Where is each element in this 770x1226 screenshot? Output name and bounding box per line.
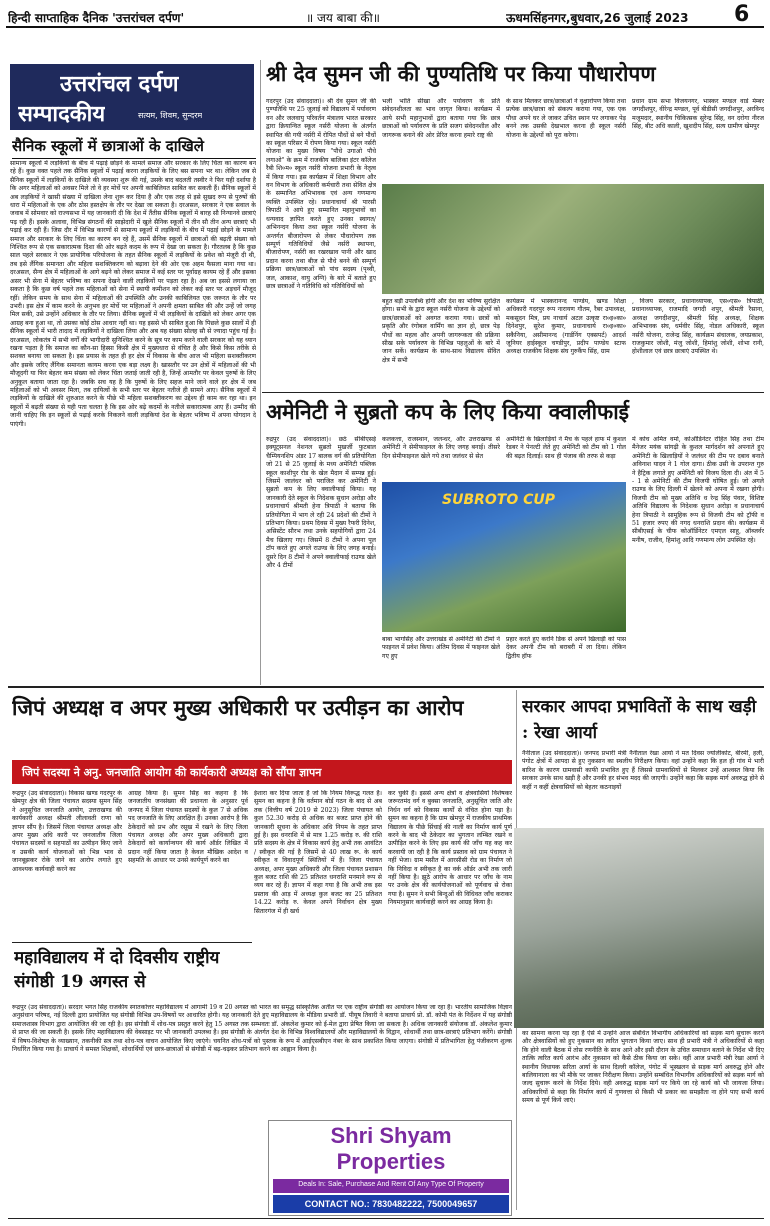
subroto-banner-text: SUBROTO CUP [442,492,556,508]
masthead-center: ॥ जय बाबा की॥ [306,11,380,25]
page-number: 6 [734,4,750,27]
story3-col3: ईशारा कर दिया जाता है जो कि नियम विरूद्ध गलत है। सुमन का कहना है कि वर्तमान बोर्ड गठन के बाद से अब तक (वित्तीय वर्ष 2019 से 2023) जिला पंचायत को कुल 52.30 करोड़ से अधिक का बजट प्राप्त होने की जानकारी सूचना के अधिकार अधि नियम के तहत प्राप्त हुई है। इस धनराशि में से मात्र 1.25 करोड़ रु. की राशि प्रति सदस्य के क्षेत्र में विकास कार्य हेतु अभी तक आवंटित / स्वीकृत की गई है जिसमें से 40 लाख रू. के कार्य स्वीकृत व विवादपूर्ण स्थितियों में हैं। जिला पंचायत अध्यक्ष, अपर मुख्य अधिकारी और जिला पंचायत प्रशासन कुल बजट राशि की 25 प्रतिशत धनराशि मनमाने रूप से व्यय कर रहे हैं। ज्ञापन में कहा गया है कि अभी तक इस प्रस्ताव की आड़ में अध्यक्ष कुल बजट का 25 प्रतिशत 14.22 करोड़ रु. केवल अपने निर्वाचन क्षेत्र मुख्य सितारगंज में ही खर्च [254,790,382,915]
story1-col1: गदरपुर (उद संवाददाता)। श्री देव सुमन जी की पुण्यतिथि पर 25 जुलाई को विद्यालय में पर्यावरण वन और जलवायु परिवर्तन मंत्रालय भारत सरकार द्वारा क्रियान्वित स्कूल नर्सरी योजना के अंतर्गत स्थापित की गयी नर्सरी में रोपित पौधों से बने पौधों का स्कूल परिसर में रोपण किया गया। स्कूल नर्सरी योजना का मुख्य विषय "पौधे उगाओ पौधे लगाओ" के क्रम में राजकीय बालिका इंटर कॉलेज रैबी शि०म० स्कूल नर्सरी योजना प्रभारी के नेतृत्व में किया गया। इस कार्यक्रम में शिक्षा विभाग और वन विभाग के अधिकारी कर्मचारी तथा सेवित क्षेत्र के सम्मानित अभिभावक एवं अन्य गणमान्य व्यक्ति उपस्थित रहे। प्रधानाचार्या श्री पारसी त्रिपाठी ने आये हुए सम्मानित महानुभावों का धन्यवाद ज्ञापित करते हुए उनका स्वागत/अभिनन्दन किया तथा स्कूल नर्सरी योजना के अन्तर्गत बीजारोपण से लेकर पौधारोपण तक सम्पूर्ण गतिविधियों जैसे नर्सरी स्थापना, बीजारोपण, नर्सरी का रखरखाव पानी और खाद प्रदान करना तथा बीज से पौधे बनने की सम्पूर्ण प्रक्रिया छात्र/छात्राओं को पांच सदस्य (पृथ्वी, जल, आकाश, वायु अग्नि) के बारे में बताते हुए छात्र छात्राओं ने गतिविधि को गतिविधियों को [266,98,376,290]
story3-subhead: जिपं सदस्या ने अनु. जनजाति आयोग की कार्यकारी अध्यक्ष को सौंपा ज्ञापन [12,760,512,784]
story3-headline: जिपं अध्यक्ष व अपर मुख्य अधिकारी पर उत्पीड़न का आरोप [12,695,464,720]
story1-col3: के साथ मिलकर छात्र/छात्राओं ने वृक्षारोपण किया तथा प्रत्येक छात्र/छात्रा को संकल्प कराया गया, एक एक पौधा अपने घर ले जाकर उचित स्थान पर लगाकर पेड़ बनने तक उसकी देखभाल करना ही स्कूल नर्सरी योजना के उद्देश्यों को पूरा करेगा। [506,98,626,139]
story3-col1: रूद्रपुर (उद संवाददाता)। विकास खण्ड गदरपुर के खेमपुर क्षेत्र की जिला पंचायत सदस्या सुमन सिंह ने अनुसूचित जनजाति आयोग, उत्तराखण्ड की कार्यकारी अध्यक्ष श्रीमती लीलावती राणा को ज्ञापन सौंप है। जिसमें जिला पंचायत अध्यक्ष और अपर मुख्य अधि कारी पर जनजातीय जिला पंचायत सदस्यों व सहपाठों का उत्पीड़न किए जाने व उसकी कार्य योजनाओं को भिन्न भाव से जानबूझकर रोके जाने का आरोप लगाते हुए आवश्यक कार्यवाही करने का [12,790,122,873]
story4-col2: का सामना करना पड़ रहा है ऐसे में उन्होंने आज संबंधित विभागीय अधिकारियों को सड़क मार्ग सुचारू करने और क्षेत्रवासियों को हुए नुकसान का त्वरित भुगतान किया जाए। साथ ही प्रभारी मंत्री ने अधिकारियों से कहा कि होने वाली बैठक में तोस रणनीति के साथ आने और इसी दौरान के उचित समाधान बताने के निर्देश भी दिए तात्कि त्वरित कार्य आरंभ और नुकसान को कैसे ठीक किया जा सके। वहीं आज प्रभारी मंत्री रेखा आर्या ने स्थानीय विधायक सरिता आर्या के साथ दिल्ली कॉलेज, पंगोट में भूस्खलन से सड़क मार्ग अवरुद्ध होने और बालियानाला का भी मौके पर जाकर निरीक्षण किया। उन्होंने सम्बंधित विभागीय अधिकारियों को सड़क मार्ग को जल्द सुचारू करने के निर्देश दिये। वही अवरुद्ध सड़क मार्ग पर किये जा रहे कार्य को भी जायजा लिया। अधिकारियों से कहा कि निर्माण कार्य में गुणवत्ता से किसी भी प्रकार का समझौता ना होने पाए सभी कार्य समय से पूर्ण किये जाएं। [522,1030,764,1105]
story2-col1: रुद्रपुर (उद संवाददाता)। छठे सीबीएसई इक्यूट्सनल नेशनल सुब्रतो मुखर्जी फुटबाल चैम्पियनशिप अंडर 17 बालक वर्ग की प्रतियोगिता जो 21 से 25 जुलाई के मध्य अमेनिटी पब्लिक स्कूल काशीपुर रोड के खेल मैदान में सम्पन्न हुई। जिसमें जालंधर को पराजित कर अमेनिटी ने सुब्रतो कप के लिए क्वालीफाई किया। यह जानकारी देते स्कूल के निदेशक सुधान अरोड़ा और प्रधानाचार्य श्रीमती हेना त्रिपाठी ने बताया कि प्रतियोगिता में भाग ले रही 24 प्रदेशों की टीमों ने प्रतिभाग किया। प्रथम दिवस में मुख्य रैफरी दिनेश, असिस्टेंट सौरभ तथा उनके सहयोगियों द्वारा 24 मैच खिलाए गए। जिसमें 8 टीमों ने अपना पूल टॉप करते हुए अगले राउण्ड के लिए जगह बनाई। दूसरे दिन 8 टीमों ने अपने क्वालीफाई राउण्ड खेले और 4 टीमों [266,436,376,570]
story3-col4: कर चुकी हैं। इससे अन्य क्षेत्रों व क्षेत्रवासियों विशेषकर जरूरतमंद वर्ग व बुक्सा जनजाति, अनुसूचित जाति और निर्धन वर्ग को विकास कार्यों से वंचित होना पड़ा है। सुमन का कहना है कि ग्राम खेमपुर में राजकीय प्राथमिक विद्यालय के पीछे सिंचाई की नाली का निर्माण कार्य पूर्ण करने के बाद भी ठेकेदार का भुगतान लम्बित रखने व उत्पीड़ित करने के लिए इस कार्य की जाँच यह कह कर करवायी जा रही है कि कार्य प्रस्ताव को ग्राम पंचायत ने नहीं भेजा। ग्राम मसीत में आरसीसी रोड का निर्माण जो कि निविदा व स्वीकृत है का वर्क ऑर्डर अभी तक जारी नहीं किया है। झूठे आरोप के आधार पर जाँच के नाम पर उनके क्षेत्र की कार्ययोजनाओं को पूर्णवाच से रोका गया है। सुमन ने सभी बिन्दुओं की विधिवत जाँच कराकर नियमानुसार कार्यवाही करने का आग्रह किया है। [388,790,512,907]
story1-col4: प्रधान ग्राम सभा विजयनगर, भास्कर मण्डल वार्ड मेम्बर जगदीशपुर, वीरेन्द्र मण्डल, पूर्व बीडीसी जगदीशपुर, अरविन्द मजूमदार, स्थानीय चिकित्सक सुरेन्द्र सिंह, वन दरोगा नीरज सिंह, बीट अधि काली, खुशदीप सिंह, सत्य ग्रामीण खेमपुर [632,98,764,131]
minister-visit-photo [514,828,764,1028]
story5-body: रूद्रपुर (उद संवाददाता)। सरदार भगत सिंह राजकीय स्नातकोत्तर महाविद्यालय में आगामी 19 व 20 अगस्त को भारत का समृद्ध सांस्कृतिक अतीत पर एक राष्ट्रीय संगोष्ठी का आयोजन किया जा रहा है। भारतीय सामाजिक विज्ञान अनुसंधान परिषद, नई दिल्ली द्वारा प्रायोजित यह संगोष्ठी विभिन्न उप-विषयों पर आधारित होगी। यह जानकारी देते हुए महाविद्यालय के मीडिया प्रभारी डॉ. पीयूष तिवारी ने बताया प्राचार्य प्रो. डॉ. कोमी पंत के निर्देशन में यह संगोष्ठी समाजशास्त्र विभाग द्वारा आयोजित की जा रही है। इस संगोष्ठी में शोध-पत्र प्रस्तुत करने हेतु 15 अगस्त तक सम्भवतः डॉ. अंकलेश कुमार को ई-मेल द्वारा प्रेषित किया जा सकता है। अधिक जानकारी संयोजक डॉ. अंकलेश कुमार से प्राप्त की जा सकती है। इसके लिए महाविद्यालय की वेबसाइट पर भी जानकारी उपलब्ध है। इस संगोष्ठी के अंतर्गत देश के विभिन्न विश्वविद्यालयों और महाविद्यालयों के विद्वान, शोधार्थी तथा छात्र-छात्राएं प्रतिभाग करेंगे। संगोष्ठी में विषय-विशेषज्ञ के व्याख्यान, तकनीकी सत्र तथा शोध-पत्र वाचन आयोजित किए जाएंगे। चयनित शोध-पत्रों को पुस्तक के रूप में आईएसबीएन नंबर के साथ प्रकाशित किया जाएगा। संगोष्ठी में प्रतिभागिता हेतु पंजीकरण शुल्क निर्धारित किया गया है। प्राचार्य ने समस्त शिक्षकों, शोधार्थियों एवं छात्र-छात्राओं से संगोष्ठी में बढ़-चढ़कर प्रतिभाग करने का आह्वान किया है। [12,1004,512,1054]
story2-headline: अमेनिटी ने सुब्रतो कप के लिए किया क्वालीफाई [266,399,629,424]
property-ad[interactable] [268,1120,512,1216]
story1-col4b: , विजय सरकार, प्रधानाध्यापक, एस०एस० त्रिपाठी, प्रधानाध्यापक, राजमादि जगदी शपुर, श्रीमती रैसाना, अध्यक्ष जगदीशपुर, श्रीमती सिंह अध्यक्ष, शिक्षक अभिभावक संघ, धर्मवीर सिंह, नोडल अधिकारी, स्कूल नर्सरी योजना, राजेन्द्र सिंह, कार्यक्रम संचालक, जयप्रकाश, राजकुमार जोशी, मंजु जोशी, हिमांशु जोशी, शोभा रानी, होशीलाल एवं छात्र छात्राएं उपस्थित थे। [632,298,764,356]
masthead-left: हिन्दी साप्ताहिक दैनिक 'उत्तरांचल दर्पण' [8,11,185,25]
story4-headline: सरकार आपदा प्रभावितों के साथ खड़ी : रेखा आर्या [522,697,757,743]
ad-contact[interactable]: CONTACT NO.: 7830482222, 7500049657 [273,1195,509,1213]
football-team-photo [382,482,626,632]
editorial-headline: सैनिक स्कूलों में छात्राओं के दाखिले [12,136,256,159]
editorial-masthead [10,64,254,130]
story1-col2b: बहुत बड़ी उपलब्धि होगी और देश का भविष्य सुरक्षित होगा। सभी के द्वारा स्कूल नर्सरी योजना के उद्देश्यों को छात्र/छात्राओं को अवगत कराया गया। छात्रों को प्रकृति और रंगोबल वार्मिंग का ज्ञान हो, छात्र पेड़ पौधों का महत्व और अपनी जागरूकता की प्रक्रिया सीख सके पर्यावरण के विभिन्न पहलुओं के बारे में जान सकें। कार्यक्रम के साथ-साथ विद्यालय सेवित क्षेत्र में सभी [382,298,500,364]
editorial-title: सम्पादकीय [18,101,106,127]
editorial-motto: सत्यम, शिवम, सुन्दरम [138,111,203,120]
ad-tagline: Deals In: Sale, Purchase And Rent Of Any Type Of Property [273,1179,509,1193]
story5-headline: महाविद्यालय में दो दिवसीय राष्ट्रीय संगोष्ठी 19 अगस्त से [14,948,220,992]
editorial-paper-name: उत्तरांचल दर्पण [60,71,179,97]
story2-col4: में कोच अमित वर्मा, कोऑडिनेटर रोहित सिंह तथा टीम मैनेजर मयंक सांगढ़ी के कुशल मार्गदर्शन को अपनाते हुए अमेनिटी के खिलाड़ियों ने जलंधर की टीम पर दबाव बनाते अविनाश यादव ने 1 गोल दागा। ठीक उसी के उपरान्त गुरु ने हैट्रिक लगाते हुए अमेनिटी को विजय दिला दी। अंत में 5 - 1 से अमेनिटी की टीम विजयी घोषित हुई। जो अगले राउण्ड के लिए दिल्ली में खेलने को अपना में रखना होगी। विजयी टीम को मुख्य अतिथि ध रेन्द्र सिंह पंवार, विशिष्ट अतिथि विद्यालय के निदेशक सुधान अरोड़ा व प्रधानाचार्य हेना त्रिपाठी ने सामूहिक रूप से विजयी टीम को ट्रॉफी व 51 हजार रुपए की नगद धनराशि प्रदान की। कार्यक्रम में सीबीएसई के चीफ कोऑर्डिनेटर एमएल साहू, ऑब्जर्वर मनीष, राजीव, हिमांशु आदि गणमान्य लोग उपस्थित रहे। [632,436,764,544]
story3-col2: आग्रह किया है। सुमन सिंह का कहना है कि जनजातीय जनसंख्या की प्रधानता के अनुसार पूर्व जनपद में जिला पंचायत सदस्यों के कुल 7 से अधिक पद जनजाति के लिए आरक्षित हैं। उनका आरोप है कि ठेकेदारों को प्रभ और रसूख में रखने के लिए जिला पंचायत अध्यक्ष और अपर मुख्य अधिकारी द्वारा ठेकेदारों को कार्यान्वयन की कार्य ऑर्डर लिखित में प्रदान नहीं किया जाता है केवल मौखिक आदेश व सहमति के आधार पर उनसे कार्यपूर्ण करने का [128,790,248,865]
story2-col2b: बाबा भागसिंह और उत्तराखंड से अमेनिटी की टीमों ने फाइनल में प्रवेश किया। अंतिम दिवस में फाइनल खेले गए हुए [382,636,500,660]
story2-col2: कलकत्ता, राजस्थान, जलन्धर, और उत्तराखण्ड से अमेनिटी ने सेमीफाइनल के लिए जगह बनाई। तीसरे दिन सेमीफाइनल खेले गये तथा जलंधर से सेत [382,436,500,460]
editorial-body: सामान्य स्कूलों में लड़कियों के बीच में पढ़ाई छोड़ने के मामले समाज और सरकार के लिए चिंता का कारण बन रहे हैं। कुछ वक्त पहले तक सैनिक स्कूलों में पढ़ाई करना लड़कियों के लिए बस सपना भर था। लेकिन जब से सैनिक स्कूलों में लड़कियों के दाखिले की व्यवस्था शुरू की गई, उसके बाद बदलती तस्वीर ने फिर यही दर्शाया है कि अगर महिलाओं को अवसर मिले तो वे हर मोर्चे पर अपनी काबिलियत साबित कर सकती हैं। सैनिक स्कूलों में अब लड़कियों ने खासी संख्या में दाखिला लेना शुरू कर दिया है और एक तरह से इसे सुखद रूप से पुरुषों की धारा में महिलाओं के एक और ठोस हस्तक्षेप के तौर पर देखा जा सकता है। दरअसल, सरकार ने एक सवाल के जवाब में सोमवार को राज्यसभा में यह जानकारी दी कि देश में तैंतीस सैनिक स्कूलों में बारह सौ निन्यानवे छात्राएं पढ़ रही हैं। इसके अलावा, विभिन्न संगठनों की साझेदारी में खुले सैनिक स्कूलों में तीन सौ तीन अन्य छात्राएं भी पढ़ाई कर रही हैं। जिस दौर में विभिन्न कारणों से सामान्य स्कूलों में लड़कियों के बीच में पढ़ाई छोड़ने के मामले समाज और सरकार के लिए चिंता का कारण बन रहे हैं, उसमें सैनिक स्कूलों में छात्राओं की बढ़ती संख्या को निश्चित रूप से एक सकारात्मक दिशा की ओर बढ़ते कदम के रूप में देखा जा सकता है। गौरतलब है कि कुछ साल पहले सरकार ने एक प्रायोगिक परियोजना के तहत सैनिक स्कूलों में लड़कियों के प्रवेश को मंजूरी दी थी, तब इसे लैंगिक समानता और महिला सशक्तिकरण को बढ़ावा देने की ओर एक अहम फैसला माना गया था। दरअसल, सैन्य क्षेत्र में महिलाओं के आगे बढ़ने को लेकर समाज में कई स्तर पर पूर्वाग्रह कायम रहे हैं और इसका असर भी सेना में बेहतर भविष्य का सपना देखने वाली लड़कियों पर पड़ता रहा है। अब जा इससे लगाया जा सकता है कि कुछ वर्ष पहले तक महिलाओं को सेना में स्थायी कमीशन को लेकर कई स्तर पर अड़चनें मौजूद रहीं। लेकिन समय के साथ सेना में महिलाओं की उपस्थिति और उनकी काबिलियत एक जरूरत के तौर पर उभरी। इस क्षेत्र में काम करने के अनुभव हर मोर्चे पर महिलाओं ने अपनी क्षमता साबित की और उन्हें जो जगह मिल सकी, उसे उन्होंने अधिकार के तौर पर लिया। सैनिक स्कूलों में भी लड़कियों के दाखिले को लेकर अगर एक आग्रह बना हुआ था, तो उसका कोई ठोस आधार नहीं था। यह इससे भी साबित हुआ कि पिछले कुछ सालों में ही सैनिक स्कूलों में भारी तादाद में लड़कियों ने दाखिला लिया और अब यह संख्या सोलह सौ से ज्यादा पहुंच गई है। दरअसल, लोकतंत्र में सभी वर्गों की भागीदारी सुनिश्चित करने के सूत्र पर काम करने वाली सरकार को यह ध्यान रखना पड़ता है कि समाज का कौन-सा हिस्सा किसी क्षेत्र में मुख्यधारा से वंचित है और किसे किस तरीके से सशक्त बनाया जा सकता है। इस प्रयास के तहत ही हर क्षेत्र में विकास के बीच आज भी महिला सशक्तीकरण और इसके जरिए लैंगिक समानता कायम करना एक बड़ा लक्ष्य है। खासतौर पर उन क्षेत्रों में महिलाओं की भी मौजूदगी या फिर बेहतर कम संख्या को लेकर चिंता जताई जाती रही है, जिन्हें आमतौर पर केवल पुरुषों के लिए अनुकूल बताया जाता रहा है। जबकि सच यह है कि पुरुषों के लिए सहज माने जाने वाले हर क्षेत्र में जब महिलाओं को भी अवसर मिला, तब दायित्वों के सभी स्तर पर बेहतर नतीजे ही सामने आए। सैनिक स्कूलों में लड़कियों के दाखिले की शुरुआत करने के पीछे भी महिला सशक्तीकरण का उद्देश्य ही काम कर रहा था। इन स्कूलों में बढ़ती संख्या से यही पता चलता है कि इस ओर बढ़े कदमों के नतीजे सकारात्मक आए हैं। उम्मीद की जानी चाहिए कि इन स्कूलों से पढ़ाई करके निकलने वाली लड़कियां देश के बेहतर भविष्य में अपना योगदान दे पाएंगी। [10,160,256,428]
story1-headline: श्री देव सुमन जी की पुण्यतिथि पर किया पौधारोपण [266,61,656,86]
masthead-date: ऊधमसिंहनगर,बुधवार,26 जुलाई 2023 [506,11,689,25]
masthead [6,4,764,28]
ad-name-line1: Shri Shyam [330,1123,452,1148]
story4-col1: नैनीताल (उद संवाददाता)। जनपद प्रभारी मंत्री नैनीताल रेखा आर्या ने मत दिवस ज्योलीकोट, बीरमी, हली, पंगोट क्षेत्रों में आपदा से हुए नुकसान का स्थलीय निरीक्षण किया। वहां उन्होंने कहा कि हल ही गांव मे भारी बारिश के कारण ग्रामवासी काफी प्रभावित हुए हैं जिससे ग्रामवासियों से मिलकर उन्हें आश्वस्त किया कि सरकार उनके साथ खड़ी है और उनकी हर संभव मदद की जाएगी। उन्होंने कहा कि सड़क मार्ग अवरुद्ध होने से कहीं न कहीं क्षेत्रवासियों को बेहतर कठनाइयों [522,750,764,791]
story1-col3b: कार्यक्रम में भास्करानन्द पाण्डेय, खण्ड शिक्षा अधिकारी गदरपुर रूप नारायण गौतम, रैबर उपाध्यक्ष, मकसूदन मित्र, प्रय नाचार्य अटल उत्कृष्ट रा०इ०का० दिनेशपुर, सुरेश कुमार, प्रधानाचार्य रा०इ०का० सकैनिया, असीमानन्द (गार्डनिंग एक्सपर्ट) आदर्श जूनियर हाईस्कूल चण्डीपुर, प्रदीप पाण्डेय स्टाफ अध्यक्ष राजकीय शिक्षक संघ गुरुकैंप सिंह, ग्राम [506,298,626,356]
story1-col2: भली भांति सीखा और पर्यावरण के प्रति संवेदनशीलता का भाव जागृत किया। कार्यक्रम में आये सभी महानुभावों द्वारा बताया गया कि छात्र छात्राओं को पर्यावरण के प्रति सजग संवेदनशील और जागरूक बनाने की ओर प्रेरित करना हमारे राष्ट्र की [382,98,500,139]
story2-col3b: प्रहार करते हुए करनि डिक से अपने खिलाड़ी को पास देकर अपनी टीम को बराबरी में ला दिया। लेकिन द्वितीय हॉफ [506,636,626,660]
tree-plantation-photo [382,184,764,294]
story2-col3: अमेनिटी के खिलाड़ियों ने मैच के पहले हाफ में कुशल रेडबर ने पेनल्टी लेते हुए अमेनिटी को टीम को 1 गोल की बढ़त दिलाई। साथ ही पंजाब की तरफ से कड़ा [506,436,626,460]
ad-name-line2: Properties [336,1149,446,1174]
